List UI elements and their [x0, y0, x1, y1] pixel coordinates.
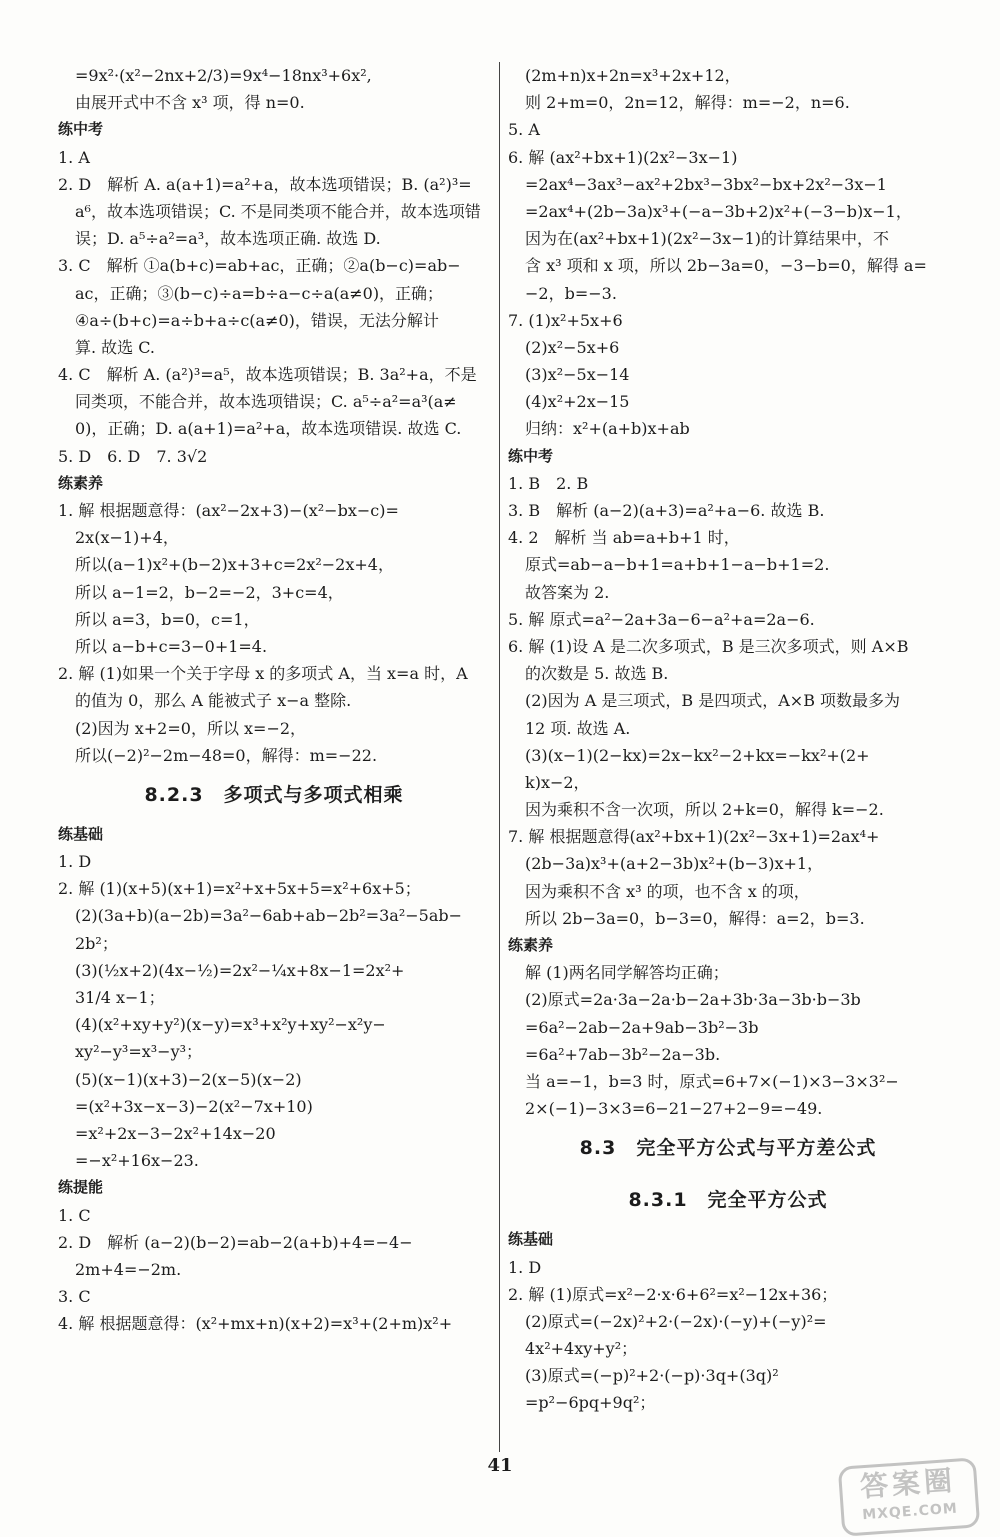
- text-line: 4. 解 根据题意得：(x²+mx+n)(x+2)=x³+(2+m)x²+: [58, 1314, 453, 1334]
- text-line: 由展开式中不含 x³ 项，得 n=0.: [75, 93, 305, 113]
- text-line: =x²+2x−3−2x²+14x−20: [75, 1123, 276, 1143]
- text-line: 2. 解 (1)(x+5)(x+1)=x²+x+5x+5=x²+6x+5；: [58, 879, 421, 899]
- text-line: 原式=ab−a−b+1=a+b+1−a−b+1=2.: [525, 555, 830, 575]
- text-line: 0)，正确；D. a(a+1)=a²+a，故本选项错误. 故选 C.: [75, 419, 462, 439]
- text-line: 4x²+4xy+y²；: [525, 1339, 638, 1359]
- text-line: 因为在(ax²+bx+1)(2x²−3x−1)的计算结果中，不: [525, 229, 890, 249]
- text-line: ④a÷(b+c)=a÷b+a÷c(a≠0)，错误，无法分解计: [75, 310, 439, 330]
- left-column: [58, 62, 490, 1337]
- section-heading: 练中考: [508, 446, 554, 465]
- text-line: =(x²+3x−x−3)−2(x²−7x+10): [75, 1096, 313, 1116]
- text-line: =2ax⁴+(2b−3a)x³+(−a−3b+2)x²+(−3−b)x−1，: [525, 201, 912, 221]
- text-line: 因为乘积不含 x³ 的项，也不含 x 的项，: [525, 881, 810, 901]
- watermark-logo: [838, 1457, 981, 1536]
- text-line: =6a²−2ab−2a+9ab−3b²−3b: [525, 1017, 759, 1037]
- text-line: −2，b=−3.: [525, 283, 617, 303]
- text-line: 含 x³ 项和 x 项，所以 2b−3a=0，−3−b=0，解得 a=: [525, 256, 927, 276]
- text-line: 2×(−1)−3×3=6−21−27+2−9=−49.: [525, 1099, 823, 1119]
- text-line: 2. D 解析 (a−2)(b−2)=ab−2(a+b)+4=−4−: [58, 1232, 413, 1252]
- text-line: (3)(x−1)(2−kx)=2x−kx²−2+kx=−kx²+(2+: [525, 745, 870, 765]
- text-line: 所以(−2)²−2m−48=0，解得：m=−22.: [75, 745, 378, 765]
- text-line: 2x(x−1)+4，: [75, 528, 179, 548]
- section-heading: 练素养: [58, 473, 104, 492]
- text-line: 1. D: [508, 1257, 542, 1277]
- text-line: 31/4 x−1；: [75, 988, 165, 1007]
- watermark-title: 答案圈: [859, 1463, 958, 1504]
- right-column: [508, 62, 948, 1417]
- text-line: 2m+4=−2m.: [75, 1259, 182, 1279]
- chapter-title: 8.2.3 多项式与多项式相乘: [144, 783, 404, 806]
- text-line: 的值为 0，那么 A 能被式子 x−a 整除.: [75, 691, 352, 711]
- text-line: (2b−3a)x³+(a+2−3b)x²+(b−3)x+1，: [525, 854, 824, 874]
- page-number: 41: [487, 1455, 513, 1476]
- text-line: 因为乘积不含一次项，所以 2+k=0，解得 k=−2.: [525, 800, 884, 820]
- section-heading: 练提能: [58, 1178, 104, 1197]
- text-line: 3. C: [58, 1287, 91, 1307]
- text-line: (2)x²−5x+6: [525, 337, 620, 357]
- text-line: 5. A: [508, 120, 540, 140]
- text-line: 1. B 2. B: [508, 473, 589, 493]
- text-line: 1. 解 根据题意得：(ax²−2x+3)−(x²−bx−c)=: [58, 501, 399, 520]
- text-line: 解 (1)两名同学解答均正确；: [525, 963, 729, 983]
- section-heading: 练基础: [58, 824, 104, 843]
- text-line: 2. 解 (1)原式=x²−2·x·6+6²=x²−12x+36；: [508, 1284, 838, 1304]
- text-line: 4. C 解析 A. (a²)³=a⁵，故本选项错误；B. 3a²+a，不是: [58, 365, 477, 385]
- text-line: 3. C 解析 ①a(b+c)=ab+ac，正确；②a(b−c)=ab−: [58, 256, 461, 276]
- section-heading: 练中考: [58, 120, 104, 139]
- text-line: 所以 2b−3a=0，b−3=0，解得：a=2，b=3.: [525, 908, 865, 928]
- text-line: 1. A: [58, 147, 90, 167]
- text-line: 6. 解 (ax²+bx+1)(2x²−3x−1): [508, 147, 738, 167]
- text-line: 4. 2 解析 当 ab=a+b+1 时，: [508, 528, 740, 548]
- text-line: 当 a=−1，b=3 时，原式=6+7×(−1)×3−3×3²−: [525, 1071, 899, 1091]
- text-line: 5. 解 原式=a²−2a+3a−6−a²+a=2a−6.: [508, 609, 815, 629]
- text-line: 同类项，不能合并，故本选项错误；C. a⁵÷a²=a³(a≠: [75, 392, 457, 412]
- section-heading: 练素养: [508, 936, 554, 954]
- text-line: (4)x²+2x−15: [525, 392, 630, 412]
- text-line: 算. 故选 C.: [75, 337, 156, 357]
- text-line: =p²−6pq+9q²；: [525, 1393, 656, 1413]
- text-line: (2m+n)x+2n=x³+2x+12，: [525, 66, 741, 85]
- text-line: 所以 a−b+c=3−0+1=4.: [75, 636, 268, 656]
- text-line: (5)(x−1)(x+3)−2(x−5)(x−2): [75, 1069, 302, 1089]
- text-line: 6. 解 (1)设 A 是二次多项式，B 是三次多项式，则 A×B: [508, 636, 909, 656]
- text-line: 1. C: [58, 1205, 91, 1225]
- text-line: (2)因为 A 是三项式，B 是四项式，A×B 项数最多为: [525, 691, 901, 711]
- text-line: =9x²·(x²−2nx+2/3)=9x⁴−18nx³+6x²,: [75, 66, 372, 85]
- section-heading: 练基础: [508, 1230, 554, 1249]
- text-line: (3)原式=(−p)²+2·(−p)·3q+(3q)²: [525, 1366, 779, 1386]
- text-line: ac，正确；③(b−c)÷a=b÷a−c÷a(a≠0)，正确；: [75, 283, 444, 303]
- chapter-title: 8.3 完全平方公式与平方差公式: [579, 1137, 877, 1160]
- text-line: 2b²；: [75, 933, 118, 953]
- text-line: 所以 a=3，b=0，c=1，: [75, 609, 260, 629]
- text-line: 2. 解 (1)如果一个关于字母 x 的多项式 A，当 x=a 时，A: [58, 664, 468, 684]
- text-line: 所以(a−1)x²+(b−2)x+3+c=2x²−2x+4，: [75, 555, 394, 575]
- text-line: 则 2+m=0，2n=12，解得：m=−2，n=6.: [525, 93, 850, 113]
- text-line: =2ax⁴−3ax³−ax²+2bx³−3bx²−bx+2x²−3x−1: [525, 174, 887, 194]
- chapter-title: 8.3.1 完全平方公式: [628, 1189, 828, 1212]
- text-line: 归纳：x²+(a+b)x+ab: [525, 419, 690, 439]
- text-line: 故答案为 2.: [525, 582, 610, 602]
- text-line: a⁶，故本选项错误；C. 不是同类项不能合并，故本选项错: [75, 201, 481, 221]
- text-line: 的次数是 5. 故选 B.: [525, 664, 669, 684]
- text-line: 7. (1)x²+5x+6: [508, 310, 623, 330]
- text-line: (3)x²−5x−14: [525, 365, 630, 385]
- text-line: (2)(3a+b)(a−2b)=3a²−6ab+ab−2b²=3a²−5ab−: [75, 906, 463, 926]
- text-line: xy²−y³=x³−y³；: [75, 1042, 203, 1062]
- text-line: (4)(x²+xy+y²)(x−y)=x³+x²y+xy²−x²y−: [75, 1015, 386, 1035]
- text-line: =6a²+7ab−3b²−2a−3b.: [525, 1044, 721, 1064]
- text-line: (2)原式=2a·3a−2a·b−2a+3b·3a−3b·b−3b: [525, 990, 861, 1010]
- text-line: (2)原式=(−2x)²+2·(−2x)·(−y)+(−y)²=: [525, 1311, 827, 1331]
- text-line: 1. D: [58, 852, 92, 872]
- column-divider: [499, 62, 500, 1452]
- text-line: =−x²+16x−23.: [75, 1151, 199, 1171]
- text-line: 3. B 解析 (a−2)(a+3)=a²+a−6. 故选 B.: [508, 501, 825, 520]
- text-line: (3)(½x+2)(4x−½)=2x²−¼x+8x−1=2x²+: [75, 960, 405, 980]
- text-line: (2)因为 x+2=0，所以 x=−2，: [75, 718, 307, 738]
- text-line: 12 项. 故选 A.: [525, 718, 631, 738]
- text-line: 误；D. a⁵÷a²=a³，故本选项正确. 故选 D.: [75, 229, 381, 249]
- watermark-url: MXQE.COM: [861, 1500, 959, 1524]
- text-line: 7. 解 根据题意得(ax²+bx+1)(2x²−3x+1)=2ax⁴+: [508, 827, 880, 847]
- text-line: 5. D 6. D 7. 3√2: [58, 446, 208, 466]
- text-line: 所以 a−1=2，b−2=−2，3+c=4，: [75, 582, 344, 602]
- text-line: 2. D 解析 A. a(a+1)=a²+a，故本选项错误；B. (a²)³=: [58, 174, 472, 194]
- text-line: k)x−2，: [525, 772, 590, 792]
